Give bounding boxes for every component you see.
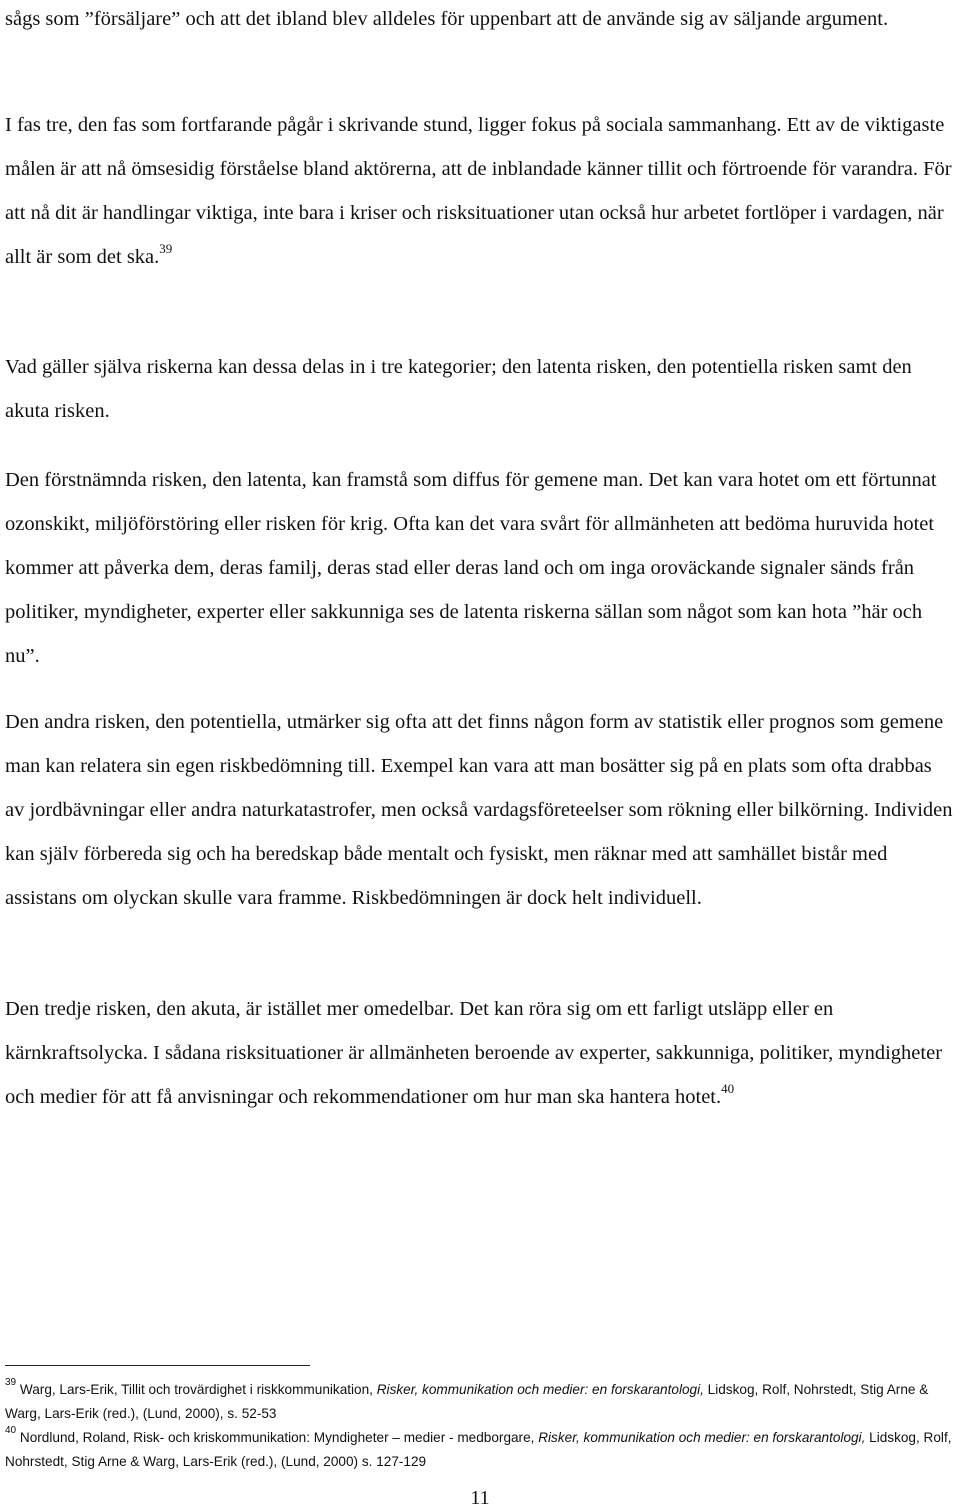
footnote-title: Risker, kommunikation och medier: en forskarantologi, — [376, 1382, 704, 1397]
footnote-40 — [5, 1426, 955, 1474]
paragraph-phase-three — [5, 103, 953, 279]
footnote-text: Lidskog, Rolf, Nohrstedt, Stig Arne & Warg, Lars-Erik (red.), (Lund, 2000) s. 127-129 — [5, 1430, 952, 1469]
paragraph-text — [5, 103, 953, 279]
footnote-separator — [5, 1365, 310, 1366]
paragraph-text: Vad gäller själva riskerna kan dessa delas in i tre kategorier; den latenta risken, den potentiella risken samt den akuta risken. — [5, 356, 912, 422]
footnote-ref-39[interactable]: 39 — [159, 241, 173, 257]
paragraph-text: Den förstnämnda risken, den latenta, kan framstå som diffus för gemene man. Det kan vara hotet om ett förtunnat ozonskikt, miljöförstöring eller risken för krig. Ofta kan det vara svårt för allmänheten att bedöma huruvida hotet kommer att påverka dem, deras familj, deras stad eller deras land och om inga oroväckande signaler sänds från politiker, myndigheter, experter eller sakkunniga ses de latenta riskerna sällan som något som kan hota ”här och nu”. — [5, 469, 937, 667]
paragraph-text: sågs som ”försäljare” och att det ibland blev alldeles för uppenbart att de använde sig av säljande argument. — [5, 8, 889, 30]
footnote-text: Warg, Lars-Erik, Tillit och trovärdighet i riskkommunikation, — [19, 1382, 377, 1397]
paragraph-risk-categories — [5, 345, 953, 433]
paragraph-continued — [5, 0, 953, 41]
footnote-title: Risker, kommunikation och medier: en forskarantologi, — [538, 1430, 866, 1445]
paragraph-body: Den tredje risken, den akuta, är istället mer omedelbar. Det kan röra sig om ett farligt utsläpp eller en kärnkraftsolycka. I sådana risksituationer är allmänheten beroende av experter, sakkunniga, politiker, myndigheter och medier för att få anvisningar och rekommendationer om hur man ska hantera hotet. — [5, 998, 943, 1108]
paragraph-latent-risk — [5, 458, 953, 678]
footnote-39 — [5, 1378, 955, 1426]
footnote-text: Nordlund, Roland, Risk- och kriskommunikation: Myndigheter – medier - medborgare, — [19, 1430, 539, 1445]
footnote-number: 39 — [5, 1377, 17, 1389]
footnote-text: Lidskog, Rolf, Nohrstedt, Stig Arne & Warg, Lars-Erik (red.), (Lund, 2000), s. 52-53 — [5, 1382, 929, 1421]
paragraph-text: Den andra risken, den potentiella, utmärker sig ofta att det finns någon form av statistik eller prognos som gemene man kan relatera sin egen riskbedömning till. Exempel kan vara att man bosätter sig på en plats som ofta drabbas av jordbävningar eller andra naturkatastrofer, men också vardagsföreteelser som rökning eller bilkörning. Individen kan själv förbereda sig och ha beredskap både mentalt och fysiskt, men räknar med att samhället bistår med assistans om olyckan skulle vara framme. Riskbedömningen är dock helt individuell. — [5, 711, 953, 909]
footnote-ref-40[interactable]: 40 — [721, 1081, 735, 1097]
paragraph-text — [5, 987, 953, 1119]
paragraph-body: I fas tre, den fas som fortfarande pågår i skrivande stund, ligger fokus på sociala sammanhang. Ett av de viktigaste målen är att nå ömsesidig förståelse bland aktörerna, att de inblandade känner tillit och förtroende för varandra. För att nå dit är handlingar viktiga, inte bara i kriser och risksituationer utan också hur arbetet fortlöper i vardagen, när allt är som det ska. — [5, 114, 952, 268]
paragraph-potential-risk — [5, 700, 953, 920]
page-number: 11 — [470, 1487, 490, 1509]
paragraph-acute-risk — [5, 987, 953, 1119]
footnotes — [5, 1378, 955, 1474]
footnote-number: 40 — [5, 1425, 17, 1437]
